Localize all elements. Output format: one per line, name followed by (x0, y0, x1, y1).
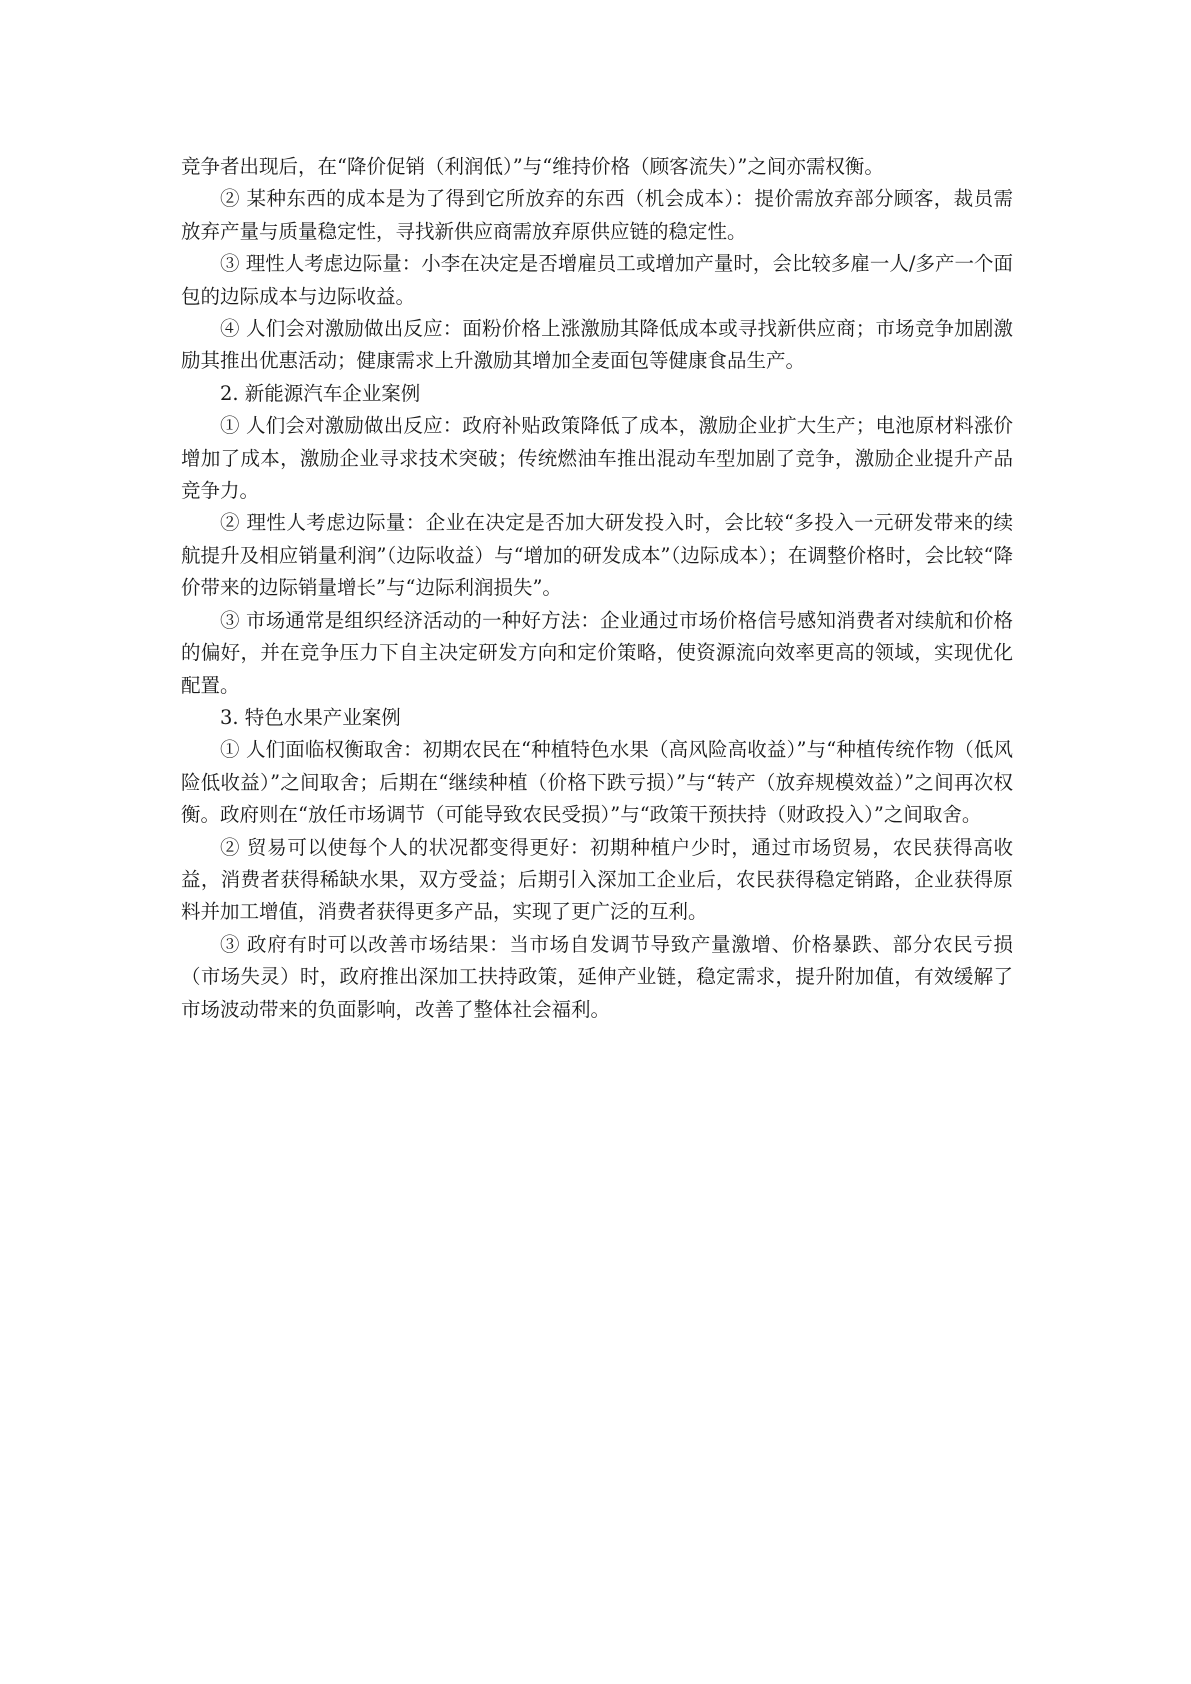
paragraph-ev-marginal: ② 理性人考虑边际量：企业在决定是否加大研发投入时，会比较“多投入一元研发带来的续航提升及相应销量利润”（边际收益）与“增加的研发成本”（边际成本）；在调整价格时，会比较“降价带来的边际销量增长”与“边际利润损失”。 (181, 511, 1013, 600)
paragraph-opportunity-cost: ② 某种东西的成本是为了得到它所放弃的东西（机会成本）：提价需放弃部分顾客，裁员需放弃产量与质量稳定性，寻找新供应商需放弃原供应链的稳定性。 (181, 187, 1013, 243)
paragraph-continuation: 竞争者出现后，在“降价促销（利润低）”与“维持价格（顾客流失）”之间亦需权衡。 (181, 155, 884, 178)
paragraph-fruit-tradeoffs: ① 人们面临权衡取舍：初期农民在“种植特色水果（高风险高收益）”与“种植传统作物（低风险低收益）”之间取舍；后期在“继续种植（价格下跌亏损）”与“转产（放弃规模效益）”之间再次权衡。政府则在“放任市场调节（可能导致农民受损）”与“政策干预扶持（财政投入）”之间取舍。 (181, 738, 1013, 827)
document-body (181, 151, 1013, 1026)
paragraph-ev-incentives: ① 人们会对激励做出反应：政府补贴政策降低了成本，激励企业扩大生产；电池原材料涨价增加了成本，激励企业寻求技术突破；传统燃油车推出混动车型加剧了竞争，激励企业提升产品竞争力。 (181, 414, 1013, 503)
paragraph-marginal-thinking: ③ 理性人考虑边际量：小李在决定是否增雇员工或增加产量时，会比较多雇一人/多产一个面包的边际成本与边际收益。 (181, 252, 1013, 308)
paragraph-incentives: ④ 人们会对激励做出反应：面粉价格上涨激励其降低成本或寻找新供应商；市场竞争加剧激励其推出优惠活动；健康需求上升激励其增加全麦面包等健康食品生产。 (181, 317, 1013, 373)
section-heading-fruit-case: 3. 特色水果产业案例 (220, 705, 401, 729)
paragraph-ev-market: ③ 市场通常是组织经济活动的一种好方法：企业通过市场价格信号感知消费者对续航和价格的偏好，并在竞争压力下自主决定研发方向和定价策略，使资源流向效率更高的领域，实现优化配置。 (181, 608, 1013, 697)
section-heading-ev-case: 2. 新能源汽车企业案例 (220, 381, 421, 405)
paragraph-fruit-government: ③ 政府有时可以改善市场结果：当市场自发调节导致产量激增、价格暴跌、部分农民亏损（市场失灵）时，政府推出深加工扶持政策，延伸产业链，稳定需求，提升附加值，有效缓解了市场波动带来的负面影响，改善了整体社会福利。 (181, 932, 1013, 1021)
paragraph-fruit-trade: ② 贸易可以使每个人的状况都变得更好：初期种植户少时，通过市场贸易，农民获得高收益，消费者获得稀缺水果，双方受益；后期引入深加工企业后，农民获得稳定销路，企业获得原料并加工增值，消费者获得更多产品，实现了更广泛的互利。 (181, 835, 1013, 924)
